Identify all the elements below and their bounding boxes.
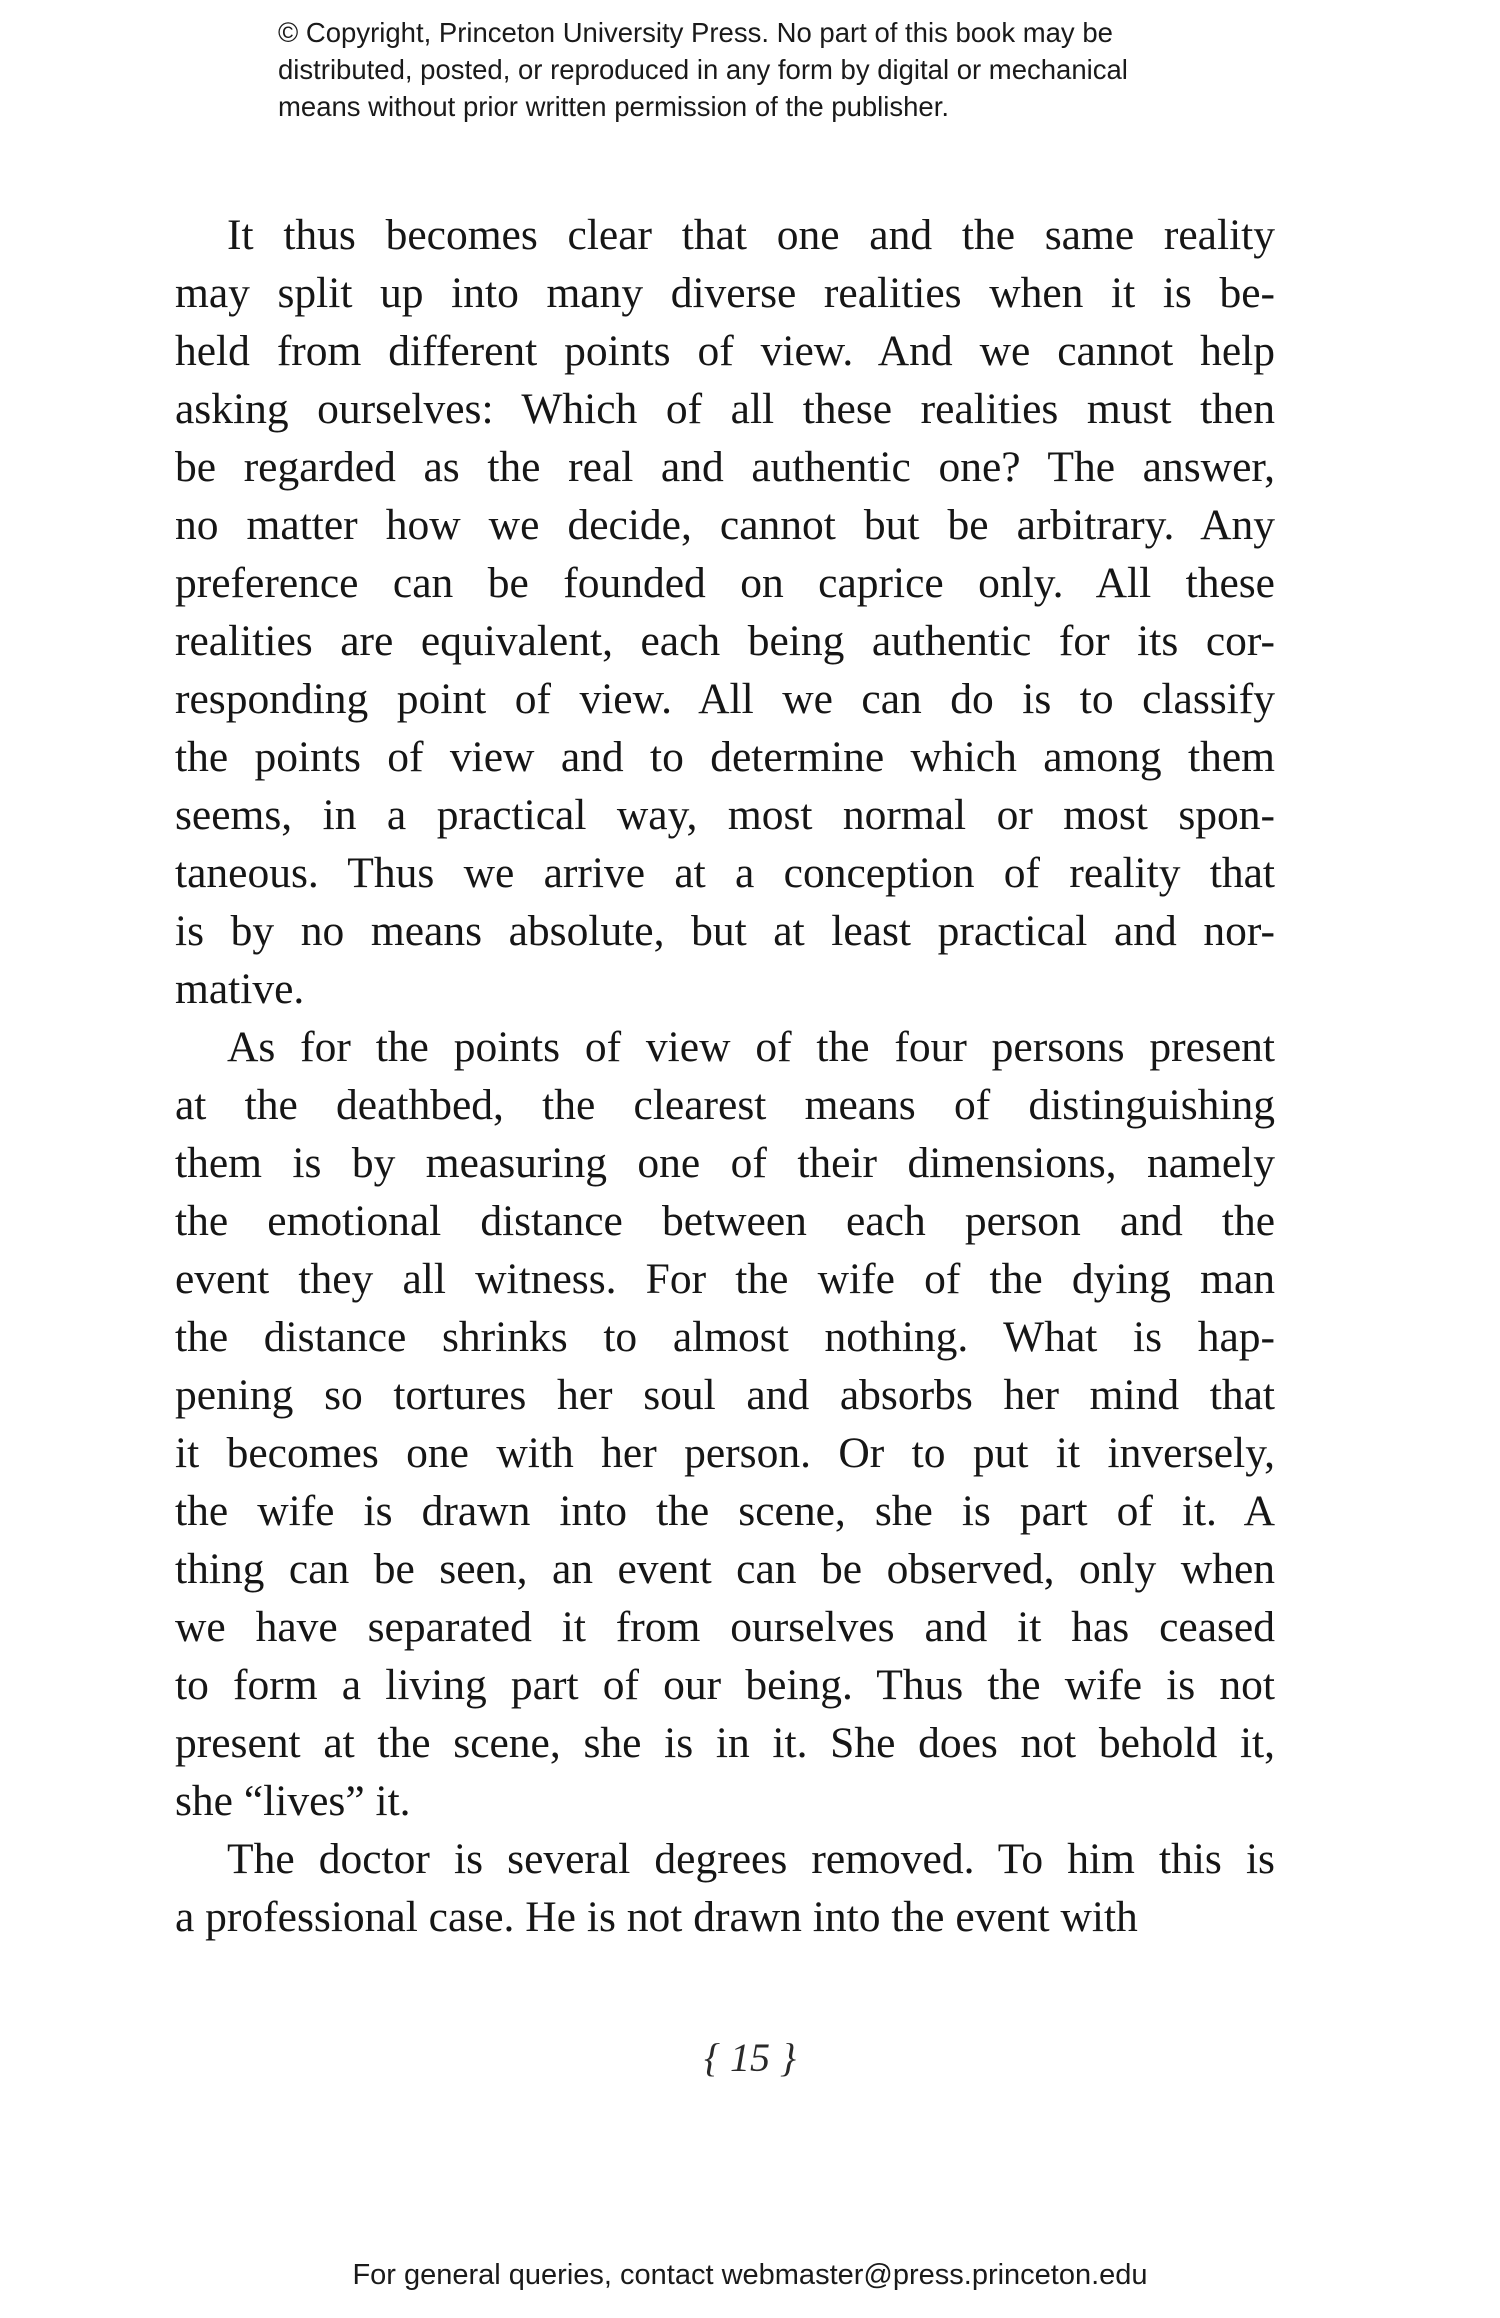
copyright-line: distributed, posted, or reproduced in any form by digital or mechanical <box>278 54 1128 85</box>
text-line: is by no means absolute, but at least practical and nor- <box>175 907 1275 955</box>
text-line: the distance shrinks to almost nothing. What is hap- <box>175 1313 1275 1361</box>
text-line: to form a living part of our being. Thus the wife is not <box>175 1661 1275 1709</box>
text-line: the points of view and to determine which among them <box>175 733 1275 781</box>
text-line: may split up into many diverse realities when it is be- <box>175 269 1275 317</box>
text-line: As for the points of view of the four persons present <box>227 1023 1275 1071</box>
paragraph <box>175 1830 1275 1946</box>
text-line: thing can be seen, an event can be observed, only when <box>175 1545 1275 1593</box>
text-line: seems, in a practical way, most normal or most spon- <box>175 791 1275 839</box>
text-line: present at the scene, she is in it. She does not behold it, <box>175 1719 1275 1767</box>
body-text <box>175 206 1275 1946</box>
text-line: she “lives” it. <box>175 1777 411 1825</box>
paragraph <box>175 206 1275 1018</box>
text-line: be regarded as the real and authentic one? The answer, <box>175 443 1275 491</box>
text-line: asking ourselves: Which of all these realities must then <box>175 385 1275 433</box>
text-line: taneous. Thus we arrive at a conception of reality that <box>175 849 1275 897</box>
text-line: pening so tortures her soul and absorbs her mind that <box>175 1371 1275 1419</box>
copyright-line: © Copyright, Princeton University Press. No part of this book may be <box>278 17 1113 48</box>
text-line: at the deathbed, the clearest means of distinguishing <box>175 1081 1275 1129</box>
text-line: preference can be founded on caprice only. All these <box>175 559 1275 607</box>
text-line: realities are equivalent, each being authentic for its cor- <box>175 617 1275 665</box>
text-line: it becomes one with her person. Or to put it inversely, <box>175 1429 1275 1477</box>
text-line: no matter how we decide, cannot but be arbitrary. Any <box>175 501 1275 549</box>
text-line: It thus becomes clear that one and the same reality <box>227 211 1275 259</box>
text-line: The doctor is several degrees removed. To him this is <box>227 1835 1275 1883</box>
text-line: the emotional distance between each person and the <box>175 1197 1275 1245</box>
text-line: a professional case. He is not drawn into the event with <box>175 1893 1138 1941</box>
text-line: mative. <box>175 965 305 1013</box>
text-line: we have separated it from ourselves and it has ceased <box>175 1603 1275 1651</box>
text-line: the wife is drawn into the scene, she is part of it. A <box>175 1487 1275 1535</box>
text-line: responding point of view. All we can do is to classify <box>175 675 1275 723</box>
copyright-line: means without prior written permission of the publisher. <box>278 91 950 122</box>
text-line: held from different points of view. And we cannot help <box>175 327 1275 375</box>
copyright-notice <box>278 14 1278 125</box>
footer-contact: For general queries, contact webmaster@press.princeton.edu <box>352 2259 1148 2291</box>
text-line: event they all witness. For the wife of the dying man <box>175 1255 1275 1303</box>
text-line: them is by measuring one of their dimensions, namely <box>175 1139 1275 1187</box>
paragraph <box>175 1018 1275 1830</box>
page-number: { 15 } <box>704 2035 796 2080</box>
